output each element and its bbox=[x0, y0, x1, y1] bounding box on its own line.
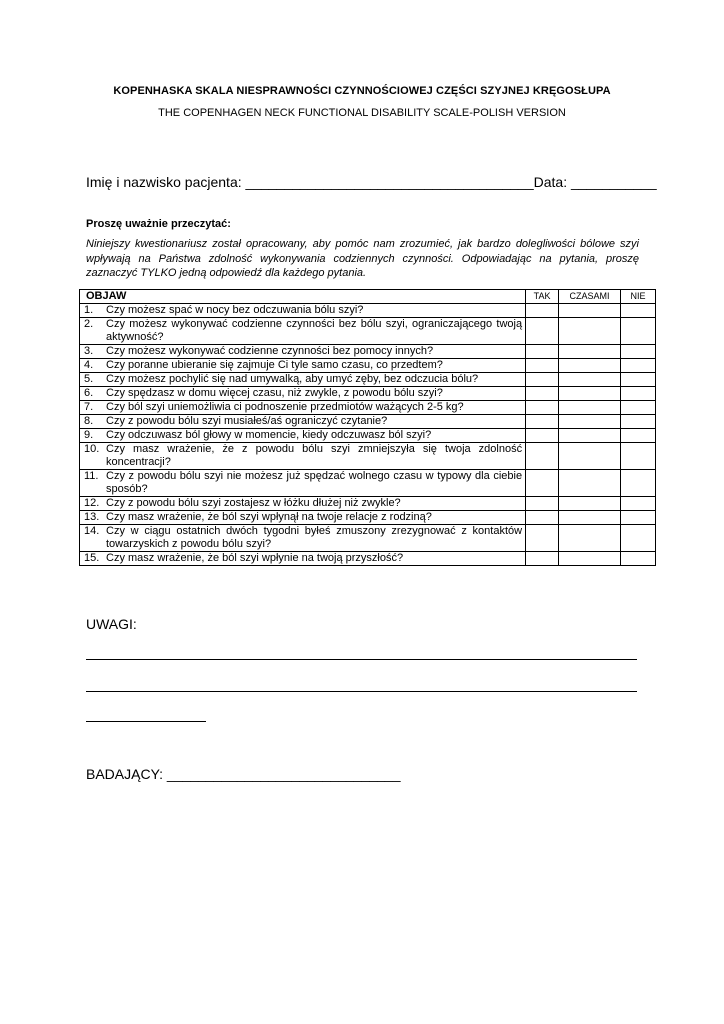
question-cell bbox=[80, 415, 526, 429]
questions-body bbox=[80, 304, 656, 566]
question-number: 13. bbox=[84, 511, 100, 523]
symptom-column-header: OBJAW bbox=[80, 290, 526, 304]
answer-sometimes-cell[interactable] bbox=[559, 318, 621, 345]
question-text: Czy odczuwasz ból głowy w momencie, kiedy odczuwasz ból szyi? bbox=[106, 429, 432, 441]
table-header-row bbox=[80, 290, 656, 304]
examiner-label: BADAJĄCY: bbox=[86, 766, 164, 782]
question-row bbox=[80, 470, 656, 497]
answer-sometimes-cell[interactable] bbox=[559, 511, 621, 525]
answer-no-cell[interactable] bbox=[621, 497, 656, 511]
question-text: Czy masz wrażenie, że ból szyi wpłynie na twoją przyszłość? bbox=[106, 552, 404, 564]
question-text: Czy z powodu bólu szyi nie możesz już spędzać wolnego czasu w typowy dla ciebie sposób? bbox=[106, 470, 523, 495]
instructions-heading: Proszę uważnie przeczytać: bbox=[86, 218, 231, 230]
question-cell bbox=[80, 318, 526, 345]
examiner-line bbox=[86, 766, 401, 782]
answer-yes-cell[interactable] bbox=[526, 497, 559, 511]
remarks-label: UWAGI: bbox=[86, 616, 137, 632]
document-title-polish: KOPENHASKA SKALA NIESPRAWNOŚCI CZYNNOŚCIOWEJ CZĘŚCI SZYJNEJ KRĘGOSŁUPA bbox=[113, 85, 611, 97]
answer-no-cell[interactable] bbox=[621, 470, 656, 497]
answer-no-cell[interactable] bbox=[621, 429, 656, 443]
answer-yes-cell[interactable] bbox=[526, 304, 559, 318]
patient-name-field[interactable]: _____________________________________ bbox=[245, 174, 534, 190]
answer-no-cell[interactable] bbox=[621, 359, 656, 373]
question-row bbox=[80, 511, 656, 525]
question-number: 1. bbox=[84, 304, 94, 316]
question-text: Czy z powodu bólu szyi musiałeś/aś ograniczyć czytanie? bbox=[106, 415, 388, 427]
question-number: 5. bbox=[84, 373, 94, 385]
answer-sometimes-cell[interactable] bbox=[559, 497, 621, 511]
question-row bbox=[80, 318, 656, 345]
answer-no-cell[interactable] bbox=[621, 443, 656, 470]
answer-sometimes-cell[interactable] bbox=[559, 443, 621, 470]
question-row bbox=[80, 525, 656, 552]
question-number: 14. bbox=[84, 525, 100, 537]
answer-sometimes-cell[interactable] bbox=[559, 415, 621, 429]
question-text: Czy możesz spać w nocy bez odczuwania bólu szyi? bbox=[106, 304, 364, 316]
question-row bbox=[80, 497, 656, 511]
answer-yes-cell[interactable] bbox=[526, 429, 559, 443]
answer-sometimes-cell[interactable] bbox=[559, 525, 621, 552]
answer-no-cell[interactable] bbox=[621, 387, 656, 401]
remarks-line-2[interactable] bbox=[86, 691, 637, 692]
answer-yes-cell[interactable] bbox=[526, 345, 559, 359]
answer-no-cell[interactable] bbox=[621, 318, 656, 345]
symptom-table bbox=[79, 289, 656, 566]
answer-sometimes-cell[interactable] bbox=[559, 373, 621, 387]
question-number: 15. bbox=[84, 552, 100, 564]
question-number: 8. bbox=[84, 415, 94, 427]
question-row bbox=[80, 443, 656, 470]
answer-sometimes-cell[interactable] bbox=[559, 429, 621, 443]
answer-no-cell[interactable] bbox=[621, 345, 656, 359]
answer-no-cell[interactable] bbox=[621, 304, 656, 318]
question-text: Czy spędzasz w domu więcej czasu, niż zwykle, z powodu bólu szyi? bbox=[106, 387, 443, 399]
question-text: Czy ból szyi uniemożliwia ci podnoszenie przedmiotów ważących 2-5 kg? bbox=[106, 401, 464, 413]
question-text: Czy możesz pochylić się nad umywalką, aby umyć zęby, bez odczucia bólu? bbox=[106, 373, 479, 385]
instructions-text: Niniejszy kwestionariusz został opracowany, aby pomóc nam zrozumieć, jak bardzo dolegliwości bólowe szyi wpływają na Państwa zdolność wykonywania codziennych czynności. Odpowiadając na pytania, proszę zaznaczyć TYLKO jedną odpowiedź dla każdego pytania. bbox=[86, 238, 639, 279]
date-label: Data: bbox=[533, 174, 568, 190]
patient-info-line bbox=[86, 174, 657, 190]
question-row bbox=[80, 429, 656, 443]
question-row bbox=[80, 387, 656, 401]
answer-sometimes-cell[interactable] bbox=[559, 387, 621, 401]
question-row bbox=[80, 359, 656, 373]
answer-sometimes-cell[interactable] bbox=[559, 345, 621, 359]
question-row bbox=[80, 304, 656, 318]
question-cell bbox=[80, 525, 526, 552]
answer-no-cell[interactable] bbox=[621, 401, 656, 415]
answer-yes-cell[interactable] bbox=[526, 415, 559, 429]
date-field[interactable]: ___________ bbox=[570, 174, 657, 190]
question-number: 3. bbox=[84, 345, 94, 357]
question-text: Czy w ciągu ostatnich dwóch tygodni byłeś zmuszony zrezygnować z kontaktów towarzyskich z powodu bólu szyi? bbox=[106, 525, 523, 550]
question-number: 10. bbox=[84, 443, 100, 455]
remarks-line-1[interactable] bbox=[86, 659, 637, 660]
answer-no-cell[interactable] bbox=[621, 552, 656, 566]
question-number: 6. bbox=[84, 387, 94, 399]
question-cell bbox=[80, 429, 526, 443]
answer-no-cell[interactable] bbox=[621, 373, 656, 387]
question-row bbox=[80, 345, 656, 359]
answer-yes-cell[interactable] bbox=[526, 373, 559, 387]
question-cell bbox=[80, 345, 526, 359]
question-number: 9. bbox=[84, 429, 94, 441]
answer-sometimes-cell[interactable] bbox=[559, 359, 621, 373]
patient-name-label: Imię i nazwisko pacjenta: bbox=[86, 174, 242, 190]
question-cell bbox=[80, 511, 526, 525]
question-text: Czy możesz wykonywać codzienne czynności bez pomocy innych? bbox=[106, 345, 434, 357]
question-text: Czy masz wrażenie, że ból szyi wpłynął na twoje relacje z rodziną? bbox=[106, 511, 432, 523]
question-row bbox=[80, 401, 656, 415]
sometimes-column-header: CZASAMI bbox=[559, 290, 621, 304]
question-number: 7. bbox=[84, 401, 94, 413]
answer-yes-cell[interactable] bbox=[526, 387, 559, 401]
question-cell bbox=[80, 373, 526, 387]
answer-yes-cell[interactable] bbox=[526, 318, 559, 345]
answer-sometimes-cell[interactable] bbox=[559, 401, 621, 415]
question-cell bbox=[80, 401, 526, 415]
question-cell bbox=[80, 387, 526, 401]
answer-yes-cell[interactable] bbox=[526, 359, 559, 373]
question-text: Czy możesz wykonywać codzienne czynności bez bólu szyi, ograniczającego twoją aktywność? bbox=[106, 318, 523, 343]
question-cell bbox=[80, 497, 526, 511]
question-number: 2. bbox=[84, 318, 94, 330]
question-row bbox=[80, 415, 656, 429]
answer-no-cell[interactable] bbox=[621, 415, 656, 429]
remarks-line-3[interactable] bbox=[86, 721, 206, 722]
yes-column-header: TAK bbox=[526, 290, 559, 304]
question-text: Czy masz wrażenie, że z powodu bólu szyi zmniejszyła się twoja zdolność koncentracji? bbox=[106, 443, 523, 468]
question-row bbox=[80, 552, 656, 566]
answer-yes-cell[interactable] bbox=[526, 443, 559, 470]
answer-yes-cell[interactable] bbox=[526, 552, 559, 566]
question-cell bbox=[80, 470, 526, 497]
question-cell bbox=[80, 304, 526, 318]
question-number: 12. bbox=[84, 497, 100, 509]
answer-yes-cell[interactable] bbox=[526, 401, 559, 415]
question-row bbox=[80, 373, 656, 387]
answer-sometimes-cell[interactable] bbox=[559, 552, 621, 566]
answer-sometimes-cell[interactable] bbox=[559, 304, 621, 318]
answer-no-cell[interactable] bbox=[621, 511, 656, 525]
answer-no-cell[interactable] bbox=[621, 525, 656, 552]
answer-yes-cell[interactable] bbox=[526, 525, 559, 552]
examiner-field[interactable]: ______________________________ bbox=[166, 766, 401, 782]
question-number: 4. bbox=[84, 359, 94, 371]
answer-yes-cell[interactable] bbox=[526, 511, 559, 525]
answer-yes-cell[interactable] bbox=[526, 470, 559, 497]
answer-sometimes-cell[interactable] bbox=[559, 470, 621, 497]
no-column-header: NIE bbox=[621, 290, 656, 304]
document-title-english: THE COPENHAGEN NECK FUNCTIONAL DISABILITY SCALE-POLISH VERSION bbox=[158, 107, 566, 119]
question-cell bbox=[80, 552, 526, 566]
question-text: Czy poranne ubieranie się zajmuje Ci tyle samo czasu, co przedtem? bbox=[106, 359, 443, 371]
question-text: Czy z powodu bólu szyi zostajesz w łóżku dłużej niż zwykle? bbox=[106, 497, 401, 509]
question-number: 11. bbox=[84, 470, 99, 482]
question-cell bbox=[80, 443, 526, 470]
question-cell bbox=[80, 359, 526, 373]
